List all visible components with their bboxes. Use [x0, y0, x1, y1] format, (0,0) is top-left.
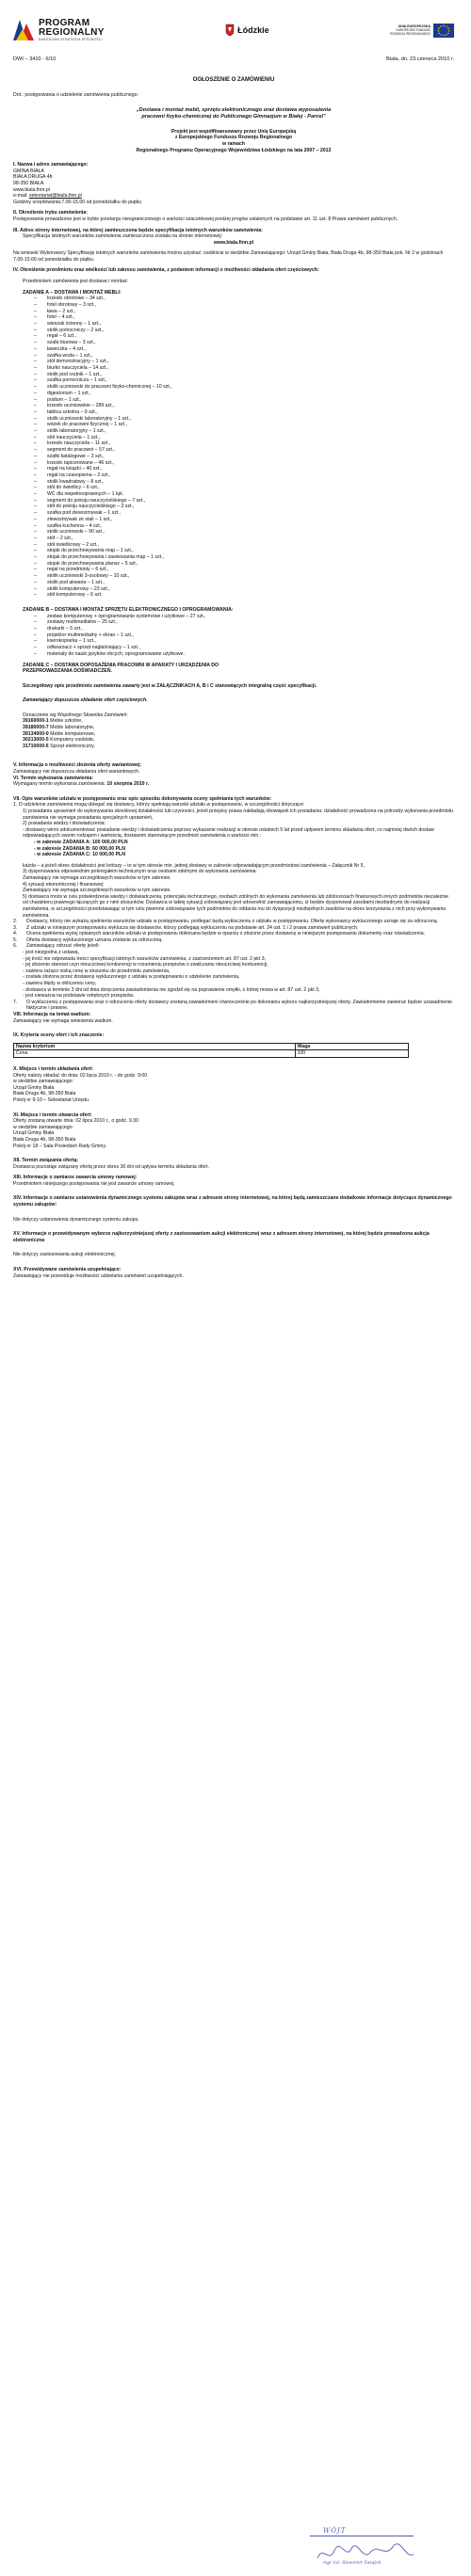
- project-line: w ramach: [222, 140, 245, 147]
- list-item: – szafka pomocnicza – 1 szt.,: [34, 377, 454, 384]
- section-9: [13, 1032, 454, 1058]
- program-logo-line2: REGIONALNY: [39, 27, 105, 38]
- section-text: Nie dotyczy ustanowienia dynamicznego systemu zakupu.: [13, 1216, 139, 1223]
- numbered-item: [13, 919, 454, 925]
- group-a-title: ZADANIE A – DOSTAWA I MONTAŻ MEBLI:: [23, 289, 122, 296]
- section-text: Dostawca pozostaje związany ofertą przez okres 30 dni od upływu terminu składania ofert.: [13, 1163, 209, 1170]
- section-line: Pokój nr 18 – Sala Posiedzeń Rady Gminy.: [13, 1143, 107, 1149]
- section-3: [13, 228, 454, 264]
- section-line: Biała Druga 4b, 98-350 Biała: [13, 1136, 76, 1143]
- section-text: Przedmiotem niniejszego postępowania nie jest zawarcie umowy ramowej.: [13, 1180, 175, 1187]
- rejection-item: - zawiera rażąco niską cenę w stosunku do przedmiotu zamówienia,: [23, 968, 171, 974]
- lodzkie-crest-icon: [225, 24, 235, 37]
- list-item: – drukarki – 5 szt.,: [34, 626, 454, 632]
- section-heading: XI. Miejsce i termin otwarcia ofert:: [13, 1112, 92, 1118]
- item-number: 3.: [13, 924, 18, 931]
- cpv-row: [23, 725, 454, 731]
- document-date: Biała, dn. 23 czerwca 2010 r.: [386, 56, 454, 62]
- list-item: – fotel – 4 szt.,: [34, 314, 454, 321]
- section-heading: VIII. Informacja na temat wadium:: [13, 1012, 91, 1018]
- condition-item: 5) dostawca może w celu potwierdzenia wiedzy i doświadczenia, potencjału technicznego, osobach zdolnych do wykonania zamówienia lub zdolnościach finansowych innych podmiotów niezależnie od charakteru prawnego łączących go z nimi stosunków. Dostawca w takiej sytuacji zobowiązany jest udowodnić zamawiającemu, iż będzie dysponował zasobami niezbędnymi do realizacji zamówienia, w szczególności przedstawiając w tym celu pisemne zobowiązanie tych podmiotów do oddania mu do dyspozycji niezbędnych zasobów na okres korzystania z nich przy wykonywaniu zamówienia.: [23, 893, 449, 919]
- list-item: – wieszak ścienny – 1 szt.,: [34, 321, 454, 328]
- cpv-code: 30213000-5: [23, 737, 49, 744]
- table-cell: Cena: [14, 1050, 296, 1058]
- condition-item: 2) posiadania wiedzy i doświadczenia:: [23, 821, 106, 827]
- regional-program-logo: [13, 19, 105, 41]
- table-row: [14, 1050, 409, 1058]
- cpv-name: Komputery osobiste,: [50, 737, 95, 744]
- section-heading: XIII. Informacje o zamiarze zawarcia umowy ramowej:: [13, 1175, 138, 1181]
- eu-flag-icon: [433, 24, 454, 38]
- rejection-item: - jest nieważna na podstawie odrębnych przepisów.: [23, 993, 135, 1000]
- list-item: – stojak do przechowywania plansz – 5 szt.,: [34, 561, 454, 568]
- section-7: [13, 796, 454, 1012]
- section-16: [13, 1267, 454, 1279]
- cpv-code: 39134000-0: [23, 730, 49, 737]
- section-1: [13, 162, 454, 205]
- section-heading: V. Informacja o możliwości złożenia oferty wariantowej:: [13, 762, 142, 769]
- condition-item: 3) dysponowania odpowiednim potencjałem technicznym oraz osobami zdolnymi do wykonania zamówienia:: [23, 869, 257, 875]
- program-flag-icon: [13, 20, 34, 40]
- group-b-title: ZADANIE B – DOSTAWA I MONTAŻ SPRZĘTU ELEKTRONICZNEGO I OPROGRAMOWANIA:: [23, 607, 234, 613]
- section-text: [13, 781, 454, 788]
- list-item: – stojak do przechowywania map – 1 szt.,: [34, 548, 454, 554]
- list-item: – stół nauczyciela – 1 szt.,: [34, 435, 454, 441]
- cpv-intro: Oznaczenie wg Wspólnego Słownika Zamówień:: [23, 712, 128, 718]
- list-item: – stół demonstracyjny – 1 szt.,: [34, 359, 454, 365]
- rejection-item: - została złożona przez dostawcę wykluczonego z udziału w postępowaniu o udzielenie zamówienia,: [23, 974, 240, 981]
- list-item: – stół do pokoju nauczycielskiego – 3 szt.,: [34, 504, 454, 510]
- section-intro: Przedmiotem zamówienia jest dostawa i montaż:: [23, 279, 129, 285]
- criteria-table: [13, 1043, 409, 1058]
- cpv-row: [23, 744, 454, 750]
- numbered-item: [13, 931, 454, 937]
- notification-text: O wykluczeniu z postępowania oraz o odrzuceniu oferty dostawcy zostaną zawiadomieni równocześnie po dokonaniu wyboru najkorzystniejszej oferty. Zawiadomienie zawierać będzie uzasadnienie faktyczne i prawne.: [26, 999, 453, 1012]
- email-link[interactable]: sekretariat@biala.finn.pl: [29, 193, 82, 200]
- section-text: Zamawiający nie wymaga wniesienia wadium.: [13, 1017, 113, 1024]
- lodzkie-logo-text: Łódzkie: [237, 24, 269, 35]
- list-item: – stolik kwadratowy – 8 szt.,: [34, 479, 454, 486]
- eu-logo-line1: UNIA EUROPEJSKA: [398, 24, 430, 28]
- section-line: Biała Druga 4b, 98-350 Biała: [13, 1091, 76, 1097]
- deadline-label: Wymagany termin wykonania zamówienia:: [13, 781, 107, 788]
- list-item: – regał na czasopisma – 2 szt.,: [34, 472, 454, 479]
- item-text: Oferta dostawcy wykluczonego uznana zostanie za odrzuconą.: [26, 936, 163, 943]
- condition-item: 4) sytuacji ekonomicznej i finansowej:: [23, 881, 105, 888]
- item-text: Ocena spełnienia wyżej opisanych warunków udziału w postępowaniu dokonana będzie w oparciu o złożone przez dostawcę w niniejszym postępowaniu dokumenty oraz oświadczenia.: [26, 931, 426, 937]
- project-info: [13, 129, 454, 153]
- table-header-cell: Waga: [295, 1043, 408, 1050]
- eu-logo: [390, 24, 454, 38]
- table-header-cell: Nazwa kryterium: [14, 1043, 296, 1050]
- partial-offers-note: Zamawiający dopuszcza składanie ofert częściowych.: [23, 697, 148, 704]
- list-item: – stolik uczniowski – 90 szt.,: [34, 529, 454, 536]
- section-line: Pokój nr 9-10 – Sekretariat Urzędu.: [13, 1096, 90, 1103]
- section-text: Zamawiający nie dopuszcza składania ofert wariantowych.: [13, 769, 140, 776]
- project-line: Projekt jest współfinansowany przez Unię Europejską: [171, 128, 297, 135]
- tender-name: [13, 107, 454, 120]
- list-item: – stojak do przechowywania i zawieszania map – 1 szt.,: [34, 554, 454, 561]
- reference-number: DWI – 3410 - 6/10: [13, 56, 57, 62]
- office-hours: Godziny urzędowania:7.00-15.00 od poniedziałku do piątku: [13, 199, 142, 205]
- cpv-row: [23, 718, 454, 725]
- section-text: Zamawiający nie przewiduje możliwości udzielania zamówień uzupełniających.: [13, 1272, 184, 1279]
- section-8: [13, 1012, 454, 1024]
- list-item: – fotel obrotowy – 3 szt.,: [34, 302, 454, 309]
- section-heading: I. Nazwa i adres zamawiającego:: [13, 162, 89, 168]
- address-line: GMINA BIAŁA: [13, 168, 44, 174]
- section-text: Nie dotyczy zastosowania aukcji elektronicznej.: [13, 1252, 116, 1258]
- program-logo-line1: PROGRAM: [39, 18, 90, 28]
- list-item: – stolik uczniowski do pracowni fizyko-chemicznej – 10 szt.,: [34, 384, 454, 391]
- rejection-item: - jej złożenie stanowi czyn nieuczciwej konkurencji w rozumieniu przepisów o zwalczaniu nieuczciwej konkurencji,: [23, 962, 268, 968]
- table-header-row: [14, 1043, 409, 1050]
- group-c-title: [23, 663, 454, 675]
- list-item: – stolik uczniowski 3-osobowy – 10 szt.,: [34, 573, 454, 580]
- item-number: 2.: [13, 919, 18, 925]
- section-2: [13, 210, 454, 222]
- cpv-row: [23, 737, 454, 744]
- list-item: – szafka kuchenna – 4 szt.,: [34, 523, 454, 530]
- list-item: – stolik pomocniczy – 2 szt.,: [34, 328, 454, 334]
- rejection-item: - dostawca w terminie 3 dni od dnia doręczenia zawiadomienia nie zgodził się na poprawienie omyłki, o której mowa w art. 87 ust. 2 pkt 3,: [23, 986, 320, 993]
- lodzkie-logo: [225, 24, 269, 37]
- section-6: [13, 776, 454, 788]
- section-line: Oferty zostaną otwarte dnia: 02 lipca 2010 r., o godz. 9.30: [13, 1118, 138, 1125]
- list-item: – stół świetlicowy – 2 szt.,: [34, 542, 454, 549]
- section-heading: II. Określenie trybu zamówienia:: [13, 210, 88, 216]
- section-line: w siedzibie zamawiającego:: [13, 1124, 74, 1130]
- list-item: – ławeczka – 4 szt.,: [34, 346, 454, 353]
- website-line: www.biala.fnm.pl: [13, 186, 50, 193]
- list-item: – szafka pod zlewozmywak – 1 szt.,: [34, 510, 454, 517]
- cpv-name: Meble komputerowe,: [50, 730, 96, 737]
- section-text: 1. O udzielenie zamówienia mogą ubiegać się dostawcy, którzy spełniają warunki udziału w postępowaniu, w szczególności dotyczące:: [13, 802, 305, 808]
- list-item: – krzesło tapicerowane – 46 szt.,: [34, 460, 454, 467]
- section-line: w siedzibie zamawiającego:: [13, 1079, 74, 1085]
- item-number: 4.: [13, 931, 18, 937]
- group-b-list: [34, 614, 454, 658]
- section-heading: X. Miejsce i termin składania ofert:: [13, 1065, 94, 1072]
- item-number: 5.: [13, 936, 18, 943]
- section-5: [13, 762, 454, 775]
- list-item: – regał na przedmioty – 6 szt.,: [34, 567, 454, 573]
- cpv-code: 39160000-1: [23, 718, 49, 725]
- numbered-item: [13, 925, 454, 932]
- numbered-item: [13, 943, 454, 950]
- rejection-item: - zawiera błędy w obliczeniu ceny,: [23, 981, 97, 987]
- cpv-name: Meble laboratoryjne,: [50, 725, 95, 731]
- email-label: e-mail:: [13, 193, 30, 200]
- cpv-name: Meble szkolne,: [50, 718, 83, 725]
- list-item: – stół komputerowy – 6 szt.: [34, 592, 454, 599]
- value-threshold: - w zakresie ZADANIA A: 100 000,00 PLN: [34, 839, 128, 845]
- section-heading: XV. Informacje o przewidywanym wyborze najkorzystniejszej oferty z zastosowaniem aukcji elektronicznej wraz z adresem strony internetowej, na której będzie prowadzona aukcja elektroniczna: [13, 1231, 430, 1243]
- group-b: [23, 607, 454, 658]
- address-line: 98-350 BIAŁA: [13, 180, 44, 186]
- list-item: – stolik uczniowski laboratoryjny – 1 szt.,: [34, 416, 454, 423]
- section-line: Urząd Gminy Biała: [13, 1084, 55, 1091]
- list-item: – krzesło obrotowe – 34 szt.,: [34, 296, 454, 302]
- group-c-title-line: ZADANIE C – DOSTAWA DOPOSAŻENIA PRACOWNI W APARATY I URZĄDZENIA DO: [23, 662, 219, 668]
- condition-item: - dostawcy winni udokumentować posiadanie wiedzy i doświadczenia poprzez wykazanie realizacji w okresie ostatnich 5 lat przed upływem terminu składania ofert, co najmniej dwóch dostaw odpowiadających swoim rodzajem i wartością, dostawom stanowiącym przedmiot zamówienia o wartości min.:: [23, 826, 434, 840]
- email-line: [13, 193, 454, 200]
- list-item: – kserokopiarka – 1 szt.,: [34, 638, 454, 645]
- item-text: Zamawiający odrzuci ofertę jeżeli:: [26, 943, 100, 950]
- cpv-list: [23, 718, 454, 749]
- eu-logo-line2: EUROPEJSKI FUNDUSZ: [396, 28, 430, 32]
- list-item: – stolik laboratoryjny – 1 szt.,: [34, 428, 454, 435]
- section-14: [13, 1195, 454, 1223]
- handwritten-signature: [314, 2539, 417, 2566]
- section-heading: XII. Termin związania ofertą:: [13, 1158, 79, 1164]
- numbered-item: [13, 937, 454, 944]
- list-item: – projektor multimedialny + ekran – 1 szt.,: [34, 632, 454, 639]
- tender-name-line: pracowni fizyko-chemicznej do Publicznego Gimnazjum w Białej - Parcel": [141, 113, 326, 120]
- condition-item: Zamawiający nie wymaga szczegółowych warunków w tym zakresie.: [23, 874, 171, 881]
- list-item: – szafki katalogowe – 3 szt.,: [34, 454, 454, 460]
- deadline-value: 10 sierpnia 2010 r.: [106, 781, 150, 788]
- list-item: – stół – 2 szt.,: [34, 536, 454, 542]
- list-item: – stolik pod akwaria – 1 szt.,: [34, 580, 454, 586]
- section-heading: VII. Opis warunków udziału w postępowaniu oraz opis sposobu dokonywania oceny spełniania tych warunków:: [13, 795, 272, 802]
- list-item: – segment do pracowni – 57 szt.,: [34, 447, 454, 454]
- reference-row: [13, 56, 454, 63]
- notification-item: [13, 1000, 454, 1012]
- item-number: 7.: [13, 999, 18, 1005]
- section-heading: XVI. Przewidywane zamówienia uzupełniające:: [13, 1267, 122, 1273]
- list-item: – zlewozmywak ze stali – 1 szt.,: [34, 517, 454, 523]
- item-text: Dostawcy, którzy nie wykażą spełnienia warunków udziału w postępowaniu, podlegać będą wykluczeniu z udziału w postępowaniu. Ofertę wykonawcy wykluczonego uznaje się za odrzuconą.: [26, 919, 439, 925]
- detail-note: Szczegółowy opis przedmiotu zamówienia zawarty jest w ZAŁĄCZNIKACH A, B i C stanowiących integralną część specyfikacji.: [23, 682, 317, 689]
- section-heading: III. Adres strony internetowej, na której zamieszczona będzie specyfikacja istotnych warunków zamówienia:: [13, 227, 264, 233]
- page-title: OGŁOSZENIE O ZAMÓWIENIU: [192, 76, 275, 83]
- table-cell: 100: [295, 1050, 408, 1058]
- list-item: – podium – 1 szt.,: [34, 397, 454, 404]
- value-threshold: - w zakresie ZADANIA C: 10 000,00 PLN: [34, 852, 125, 858]
- item-number: 6.: [13, 943, 18, 950]
- procedure-line: Dot.: postępowania o udzielenie zamówienia publicznego:: [13, 92, 138, 99]
- list-item: – stół do świetlicy – 6 szt.,: [34, 485, 454, 491]
- condition-item: 1) posiadania uprawnień do wykonywania określonej działalności lub czynności, jeżeli przepisy prawa nakładają obowiązek ich posiadania: działalność prowadzona na potrzeby wykonania przedmiotu zamówienia nie wymaga posiadania specjalnych uprawnień,: [23, 808, 454, 821]
- section-text: Postępowanie prowadzone jest w trybie przetargu nieograniczonego o wartości szacunkowej poniżej progów ustalonych na podstawie art. 11 ust. 8 Prawa zamówień publicznych.: [13, 216, 398, 222]
- address-line: BIAŁA DRUGA 4b: [13, 174, 53, 181]
- header-logos: [13, 11, 454, 49]
- section-15: [13, 1231, 454, 1258]
- signature-text: mgr inż. Sławomir Świątek: [323, 2561, 382, 2566]
- cpv-name: Sprzęt elektroniczny.: [50, 743, 95, 749]
- list-item: – krzesło uczniowskie – 289 szt.,: [34, 403, 454, 409]
- list-item: – WC dla niepełnosprawnych – 1 kpl.: [34, 491, 454, 498]
- section-line: Oferty należy składać do dnia: 02 lipca 2010 r. - do godz. 9:00: [13, 1072, 148, 1079]
- value-threshold: - w zakresie ZADANIA B: 60 000,00 PLN: [34, 845, 125, 852]
- signature-title: WÓJT: [323, 2527, 347, 2535]
- condition-item: Zamawiający nie wymaga szczegółowych warunków w tym zakresie.: [23, 888, 171, 894]
- section-heading: IV. Określenie przedmiotu oraz wielkości lub zakresu zamówienia, z podaniem informacji o możliwości składania ofert częściowych:: [13, 267, 319, 274]
- project-line: z Europejskiego Funduszu Rozwoju Regionalnego: [174, 135, 293, 141]
- program-logo-sub: NARODOWA STRATEGIA SPÓJNOŚCI: [39, 38, 103, 41]
- list-item: – stolik komputerowy – 23 szt.,: [34, 586, 454, 593]
- section-10: [13, 1066, 454, 1104]
- eu-logo-line3: ROZWOJU REGIONALNEGO: [390, 32, 430, 36]
- section-13: [13, 1175, 454, 1187]
- rejection-item: - jej treść nie odpowiada treści specyfikacji istotnych warunków zamówienia, z zastrzeżeniem art. 87 ust. 2 pkt 3,: [23, 955, 267, 962]
- item-text: Z udziału w niniejszym postępowaniu wyklucza się dostawców, którzy podlegają wykluczeniu na podstawie art. 24 ust. 1 i 2 prawa zamówień publicznych.: [26, 924, 359, 931]
- list-item: – materiały do nauki języków obcych, oprogramowanie użytkowe.: [34, 651, 454, 658]
- list-item: – szafka woda – 1 szt.,: [34, 353, 454, 360]
- rejection-list: [23, 950, 454, 1000]
- list-item: – ława – 2 szt.,: [34, 309, 454, 315]
- list-item: – biurko nauczyciela – 14 szt.,: [34, 365, 454, 372]
- rejection-item: - jest niezgodna z ustawą,: [23, 950, 79, 956]
- section-4: [13, 267, 454, 749]
- section-heading: IX. Kryteria oceny ofert i ich znaczenie:: [13, 1032, 105, 1039]
- list-item: – tablica szkolna – 9 szt.,: [34, 409, 454, 416]
- tender-name-line: „Dostawa i montaż mebli, sprzętu elektronicznego oraz dostawa wyposażenia: [136, 106, 332, 113]
- section-heading: VI. Termin wykonania zamówienia:: [13, 775, 93, 781]
- section-text: Na wniosek Wykonawcy Specyfikację istotnych warunków zamówienia można uzyskać: osobiście w siedzibie Zamawiającego: Urząd Gminy Biała, Biała Druga 4b, 98-350 Biała pok. Nr 2 w godzinach 7.00-15.00 od poniedziałku do piątku.: [13, 250, 444, 263]
- website-link[interactable]: www.biala.finn.pl: [213, 239, 254, 246]
- section-heading: XIV. Informacje o zamiarze ustanowienia dynamicznego systemu zakupów wraz z adresem strony internetowej, na której będą zamieszczane dodatkowe informacje dotyczące dynamicznego systemu zakupów:: [13, 1195, 452, 1208]
- list-item: – wózek do pracowni fizycznej – 1 szt.,: [34, 422, 454, 428]
- list-item: – segment do pokoju nauczycielskiego – 7 szt.,: [34, 498, 454, 504]
- group-a-list: [34, 296, 454, 599]
- list-item: – stolik pod rzutnik – 1 szt.,: [34, 372, 454, 378]
- list-item: – szafa biurowa – 3 szt.,: [34, 340, 454, 346]
- section-11: [13, 1112, 454, 1150]
- list-item: – zestaw komputerowy + oprogramowanie systemowe i użytkowe – 27 szt.,: [34, 614, 454, 620]
- signature-stamp: [306, 2524, 429, 2571]
- numbered-conditions: [13, 919, 454, 950]
- section-12: [13, 1158, 454, 1170]
- project-line: Regionalnego Programu Operacyjnego Województwa Łódzkiego na lata 2007 – 2013: [136, 147, 332, 153]
- list-item: – regał – 6 szt.,: [34, 333, 454, 340]
- list-item: – digestorium – 1 szt.,: [34, 391, 454, 397]
- cpv-code: 39180000-7: [23, 725, 49, 731]
- group-c-title-line: PRZEPROWADZANIA DOŚWIADCZEŃ.: [23, 668, 112, 675]
- list-item: – odtwarzacz + sprzęt nagłaśniający – 1 szt.,: [34, 645, 454, 651]
- cpv-row: [23, 731, 454, 738]
- list-item: – zestawy multimedialne – 25 szt.,: [34, 619, 454, 626]
- cpv-code: 31710000-6: [23, 743, 49, 749]
- section-line: Urząd Gminy Biała: [13, 1130, 55, 1137]
- list-item: – krzesło nauczyciela – 11 szt.,: [34, 440, 454, 447]
- section-text: Specyfikacja istotnych warunków zamówienia zamieszczona została na stronie internetowej:: [23, 233, 222, 240]
- list-item: – regał na książki – 40 szt.,: [34, 466, 454, 472]
- condition-item: każda – a jeżeli okres działalności jest krótszy – to w tym okresie min. jednej dostawy w zakresie odpowiadającym przedmiotowi zamówienia – Załącznik Nr 5,: [23, 862, 365, 869]
